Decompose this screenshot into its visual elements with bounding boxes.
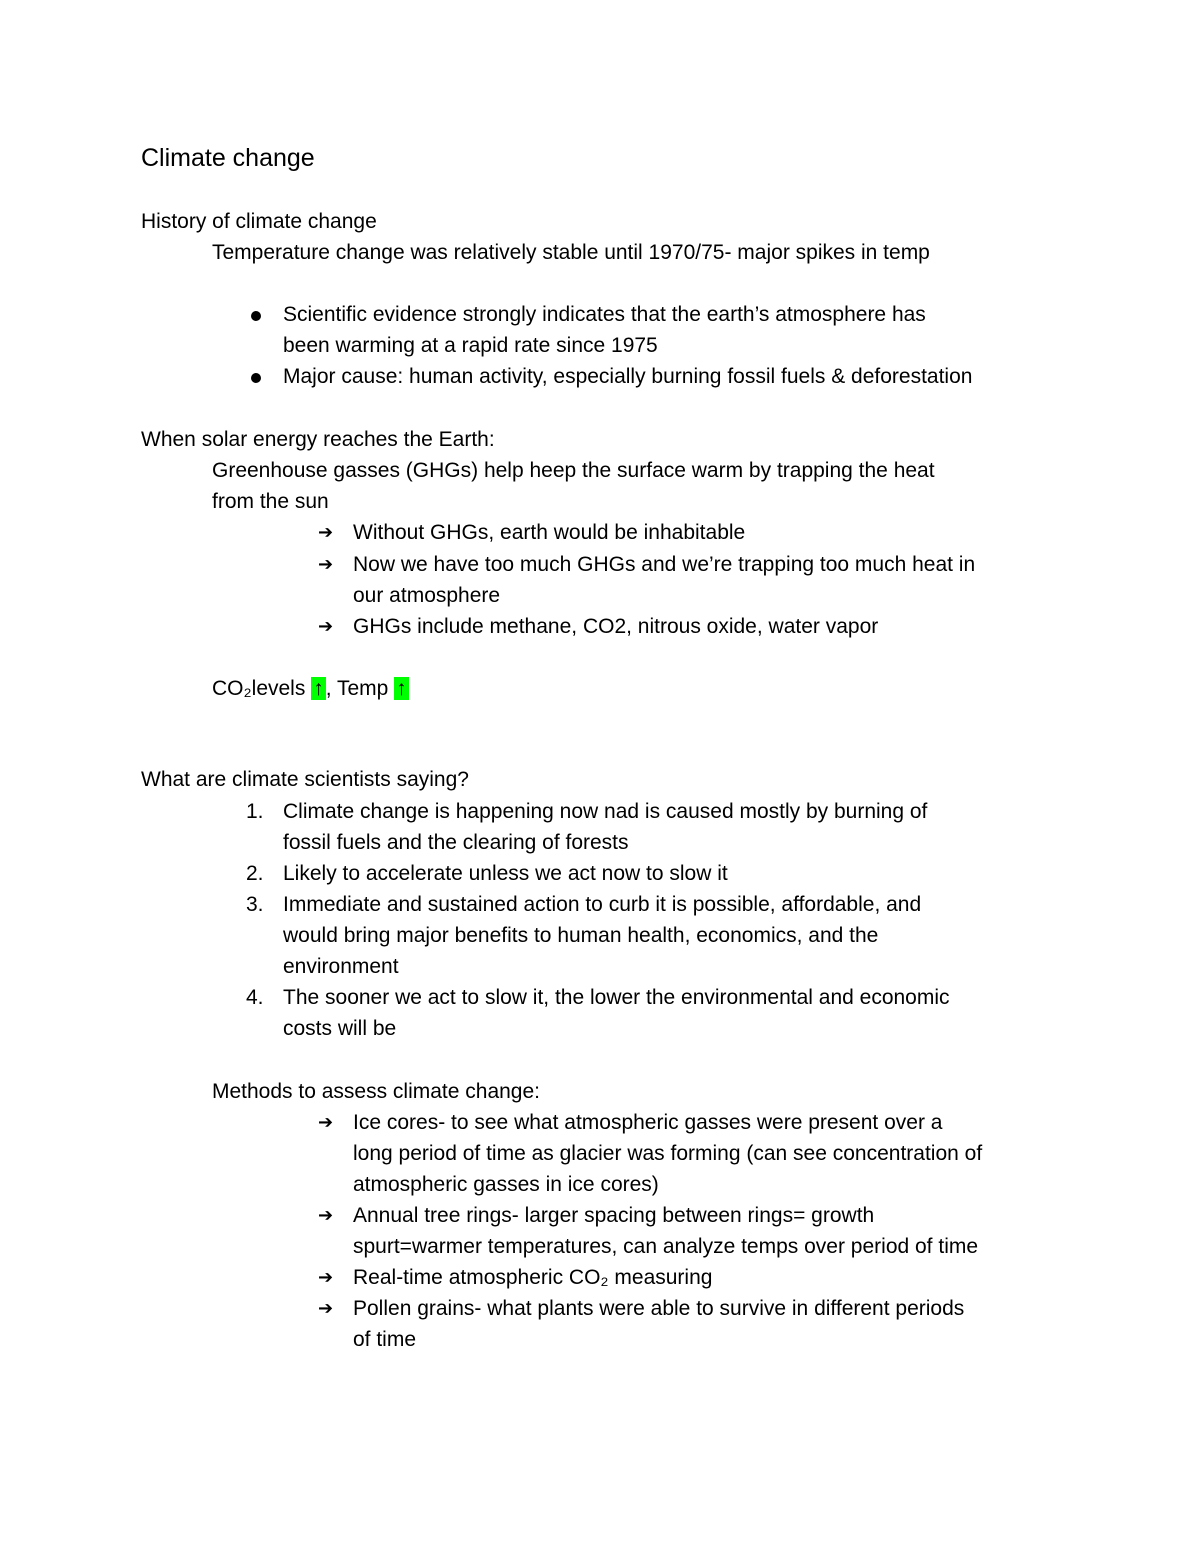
list-number: 1. <box>246 800 264 823</box>
arrow-item-text: Ice cores- to see what atmospheric gasses were present over a <box>353 1111 943 1134</box>
bullet-text: Scientific evidence strongly indicates that the earth’s atmosphere has <box>283 303 926 326</box>
history-text: Temperature change was relatively stable until 1970/75- major spikes in temp <box>212 241 930 264</box>
list-number: 3. <box>246 893 264 916</box>
list-item-text: The sooner we act to slow it, the lower the environmental and economic <box>283 986 950 1009</box>
bullet-dot <box>251 373 261 383</box>
list-number: 4. <box>246 986 264 1009</box>
arrow-item-text: atmospheric gasses in ice cores) <box>353 1173 659 1196</box>
arrow-bullet-icon: ➔ <box>318 554 334 574</box>
arrow-bullet-icon: ➔ <box>318 1112 334 1132</box>
bullet-text: Major cause: human activity, especially burning fossil fuels & deforestation <box>283 365 973 388</box>
arrow-bullet-icon: ➔ <box>318 1267 334 1287</box>
arrow-bullet-icon: ➔ <box>318 1205 334 1225</box>
list-item-text: fossil fuels and the clearing of forests <box>283 831 629 854</box>
list-item-text: Likely to accelerate unless we act now to slow it <box>283 862 728 885</box>
arrow-item-text: spurt=warmer temperatures, can analyze temps over period of time <box>353 1235 979 1258</box>
arrow-bullet-icon: ➔ <box>318 522 334 542</box>
list-item-text: Immediate and sustained action to curb it is possible, affordable, and <box>283 893 922 916</box>
arrow-bullet-icon: ➔ <box>318 616 334 636</box>
list-item-text: costs will be <box>283 1017 397 1040</box>
section-heading-methods: Methods to assess climate change: <box>212 1080 541 1103</box>
up-arrow-icon: ↑ <box>396 677 407 700</box>
arrow-item-text: Annual tree rings- larger spacing between rings= growth <box>353 1204 875 1227</box>
arrow-item-text: GHGs include methane, CO2, nitrous oxide, water vapor <box>353 615 879 638</box>
arrow-item-text: long period of time as glacier was forming (can see concentration of <box>353 1142 983 1165</box>
page-title: Climate change <box>141 144 315 172</box>
bullet-dot <box>251 311 261 321</box>
arrow-bullet-icon: ➔ <box>318 1298 334 1318</box>
bullet-text: been warming at a rapid rate since 1975 <box>283 334 658 357</box>
section-heading-history: History of climate change <box>141 210 377 233</box>
section-heading-scientists: What are climate scientists saying? <box>141 768 469 791</box>
section-heading-solar: When solar energy reaches the Earth: <box>141 428 495 451</box>
solar-text: Greenhouse gasses (GHGs) help heep the surface warm by trapping the heat <box>212 459 935 482</box>
list-item-text: Climate change is happening now nad is caused mostly by burning of <box>283 800 928 823</box>
arrow-item-text: of time <box>353 1328 417 1351</box>
co2-label: CO₂levels <box>212 677 312 700</box>
list-item-text: would bring major benefits to human health, economics, and the <box>283 924 879 947</box>
co2-temp-line <box>212 673 409 704</box>
arrow-item-text: our atmosphere <box>353 584 501 607</box>
solar-text: from the sun <box>212 490 329 513</box>
arrow-item-text: Now we have too much GHGs and we’re trapping too much heat in <box>353 553 976 576</box>
list-item-text: environment <box>283 955 399 978</box>
up-arrow-icon: ↑ <box>313 677 324 700</box>
arrow-item-text: Real-time atmospheric CO₂ measuring <box>353 1266 713 1289</box>
temp-label: , Temp <box>325 677 395 700</box>
arrow-item-text: Without GHGs, earth would be inhabitable <box>353 521 746 544</box>
list-number: 2. <box>246 862 264 885</box>
arrow-item-text: Pollen grains- what plants were able to survive in different periods <box>353 1297 965 1320</box>
